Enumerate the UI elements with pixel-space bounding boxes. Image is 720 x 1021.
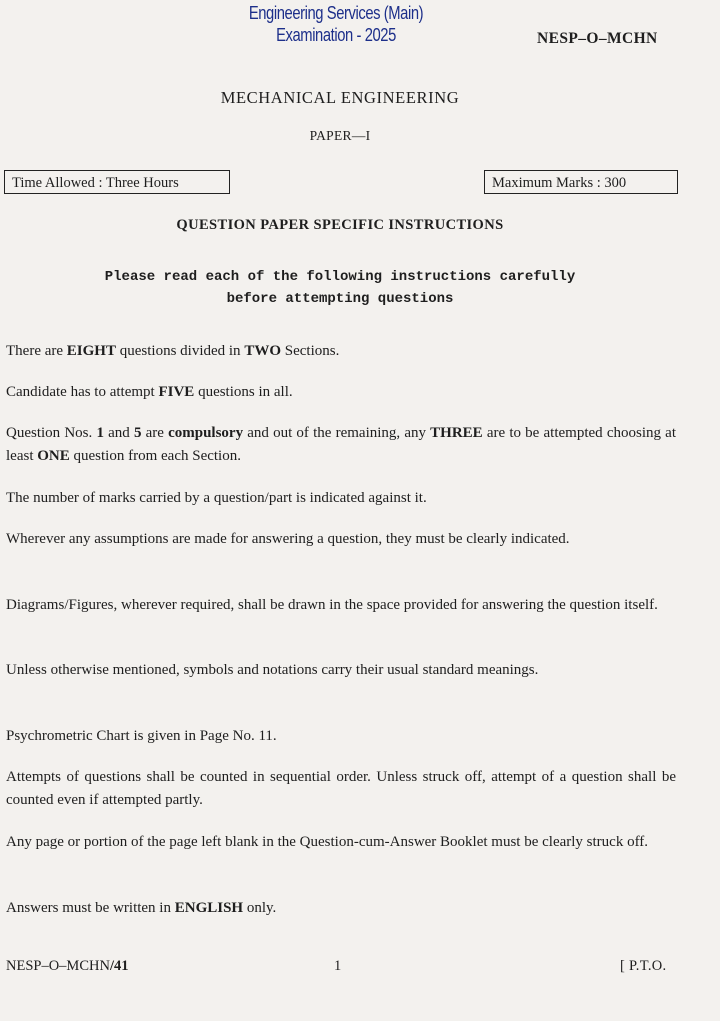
instruction-paragraph: The number of marks carried by a question/part is indicated against it. (6, 490, 427, 506)
instruction-paragraph: Question Nos. 1 and 5 are compulsory and out of the remaining, any THREE are to be attempted choosing at least ONE question from each Section. (6, 425, 676, 464)
stamp-line-2: Examination - 2025 (276, 25, 396, 45)
instruction-paragraph: Attempts of questions shall be counted in sequential order. Unless struck off, attempt of a question shall be counted even if attempted partly. (6, 769, 676, 808)
instruction-paragraph: Answers must be written in ENGLISH only. (6, 900, 277, 916)
stamp-line-1: Engineering Services (Main) (248, 3, 424, 23)
instruction-paragraph: Diagrams/Figures, wherever required, shall be drawn in the space provided for answering the question itself. (6, 597, 658, 613)
instruction-paragraph: Psychrometric Chart is given in Page No. 11. (6, 728, 277, 744)
exam-stamp (60, 2, 611, 46)
instruction-paragraph: Unless otherwise mentioned, symbols and notations carry their usual standard meanings. (6, 662, 539, 678)
subject-title: MECHANICAL ENGINEERING (220, 88, 460, 107)
footer-paper-code: NESP–O–MCHN/41 (6, 958, 129, 974)
footer-page-number: 1 (334, 958, 342, 974)
paper-label: PAPER—I (309, 128, 371, 143)
instruction-paragraph: Any page or portion of the page left blank in the Question-cum-Answer Booklet must be clearly struck off. (6, 834, 649, 850)
instruction-paragraph: Wherever any assumptions are made for answering a question, they must be clearly indicated. (6, 531, 570, 547)
time-allowed-box: Time Allowed : Three Hours (4, 170, 230, 194)
instructions-heading: QUESTION PAPER SPECIFIC INSTRUCTIONS (176, 217, 504, 233)
instructions-subheading (0, 266, 680, 310)
instruction-paragraph: Candidate has to attempt FIVE questions in all. (6, 384, 293, 400)
subheading-line-1: Please read each of the following instructions carefully (104, 269, 576, 285)
maximum-marks-box: Maximum Marks : 300 (484, 170, 678, 194)
instruction-paragraph: There are EIGHT questions divided in TWO Sections. (6, 343, 340, 359)
footer-pto: [ P.T.O. (620, 958, 667, 974)
paper-code: NESP–O–MCHN (537, 30, 658, 47)
subheading-line-2: before attempting questions (226, 291, 454, 307)
